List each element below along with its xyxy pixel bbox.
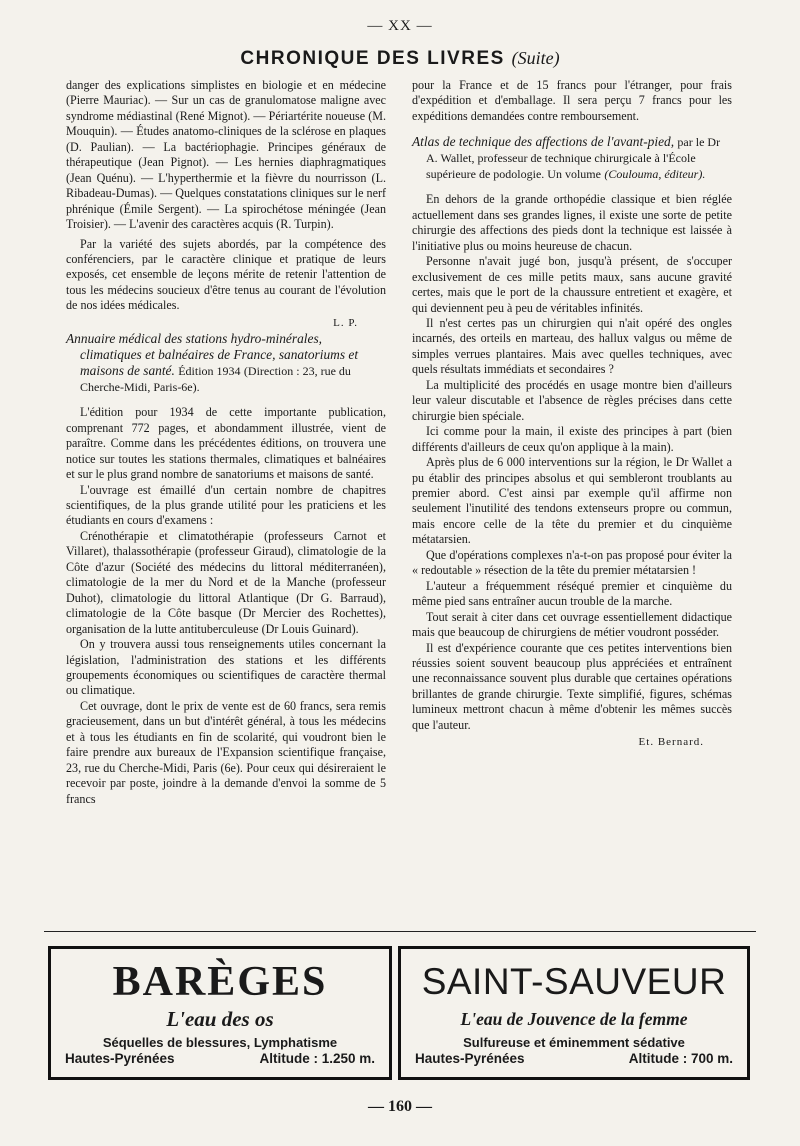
- book-title-text: Atlas de technique des affections de l'avant-pied,: [412, 134, 675, 150]
- section-title-suite: (Suite): [511, 48, 560, 68]
- section-title-text: CHRONIQUE DES LIVRES: [240, 48, 505, 69]
- ad-altitude: Altitude : 700 m.: [628, 1051, 733, 1066]
- page-roman-number: — XX —: [367, 18, 433, 34]
- paragraph: Il n'est certes pas un chirurgien qui n'ait opéré des ongles incarnés, des orteils en marteau, des hallux valgus ou même de simples verrues plantaires. Mais avec quelles techniques, avec quels résultats immédiats et secondaires ?: [412, 315, 732, 377]
- paragraph: Tout serait à citer dans cet ouvrage essentiellement didactique mais que beaucoup de chirurgiens de métier voudront posséder.: [412, 609, 732, 640]
- book-edition: Édition 1934: [178, 364, 241, 379]
- paragraph: Crénothérapie et climatothérapie (professeurs Carnot et Villaret), thalassothérapie (professeur Giraud), climatologie de la Côte d'azur (Société des médecins du littoral méditerranéen), climatologie de la mer du Nord et de la Manche (professeur Duhot), climatologie du littoral Atlantique (Dr G. Barraud), climatologie de la Côte basque (Dr Mercier des Rochettes), organisation de la lutte antituberculeuse (Dr Louis Guinard).: [66, 528, 386, 636]
- ad-name: SAINT-SAUVEUR: [421, 961, 727, 1002]
- paragraph: Personne n'avait jugé bon, jusqu'à présent, de s'occuper exclusivement de ces mille petits maux, sans aucune gravité certes, mais que le port de la chaussure entretient et exagère, et qui deviennent peu à peu de véritables infinités.: [412, 254, 732, 315]
- section-title: [0, 48, 800, 70]
- ad-region: Hautes-Pyrénées: [65, 1051, 175, 1066]
- paragraph: Cet ouvrage, dont le prix de vente est de 60 francs, sera remis gracieusement, dans un but d'intérêt général, à tous les médecins et à tous les étudiants en fin de scolarité, qui voudront bien le faire prendre aux bureaux de l'Expansion scientifique française, 23, rue du Cherche-Midi, Paris (6e). Pour ceux qui désireraient le recevoir par poste, joindre à la demande d'envoi la somme de 5 francs: [66, 698, 386, 806]
- ad-slogan: L'eau des os: [166, 1007, 274, 1031]
- ad-name: BARÈGES: [112, 959, 328, 1005]
- paragraph: L'auteur a fréquemment réséqué premier et cinquième du même pied sans entraîner aucun trouble de la marche.: [412, 578, 732, 609]
- paragraph: On y trouvera aussi tous renseignements utiles concernant la législation, l'administration des stations et les différents groupements économiques ou scientifiques de caractère thermal ou climatique.: [66, 637, 386, 698]
- ad-description: Sulfureuse et éminemment sédative: [463, 1035, 685, 1050]
- ad-region: Hautes-Pyrénées: [415, 1051, 525, 1066]
- horizontal-rule: [44, 931, 756, 932]
- paragraph: Après plus de 6 000 interventions sur la région, le Dr Wallet a pu établir des principes absolus et qui sembleront troublants au premier abord. C'est ainsi par exemple qu'il affirme non seulement l'inutilité des tendons extenseurs propre ou commun, mais encore celle de la tête du premier et du cinquième métatarsien.: [412, 455, 732, 547]
- left-column: [66, 78, 386, 807]
- ad-altitude: Altitude : 1.250 m.: [259, 1051, 375, 1066]
- book-title-annuaire: [66, 331, 386, 395]
- paragraph: Il est d'expérience courante que ces petites interventions bien réussies soient souvent beaucoup plus appréciées et entraînent une reconnaissance souvent plus durable que certaines opérations brillantes de grande chirurgie. Texte simplifié, figures, schémas lumineux mettront chacun à même d'obtenir les mêmes succès que l'auteur.: [412, 640, 732, 732]
- book-publisher: (Coulouma, éditeur).: [604, 167, 706, 182]
- book-title-text: Annuaire médical des stations hydro-minérales, climatiques et balnéaires de France, sanatoriums et maisons de santé.: [66, 331, 359, 379]
- paragraph: L'édition pour 1934 de cette importante publication, comprenant 772 pages, et abondamment illustrée, vient de paraître. Comme dans les précédentes éditions, on trouvera une notice sur toutes les stations thermales, climatiques et balnéaires et sur le plus grand nombre de sanatoriums et maisons de santé.: [66, 405, 386, 482]
- paragraph: Que d'opérations complexes n'a-t-on pas proposé pour éviter la « redoutable » résection de la tête du premier métatarsien !: [412, 547, 732, 578]
- ad-footer: [415, 1051, 733, 1066]
- ad-slogan: L'eau de Jouvence de la femme: [460, 1009, 688, 1029]
- paragraph: Par la variété des sujets abordés, par la compétence des conférenciers, par le caractère clinique et pratique de leurs exposés, cet ensemble de leçons mérite de retenir l'attention de tous les médecins soucieux d'être tenus au courant de l'évolution de nos idées médicales.: [66, 236, 386, 313]
- paragraph: En dehors de la grande orthopédie classique et bien réglée actuellement dans ses grandes lignes, il existe une sorte de petite chirurgie des affections des pieds dont la technique est laissée à l'initiative plus ou moins heureuse de chacun.: [412, 192, 732, 253]
- signature: L. P.: [333, 316, 358, 329]
- advertisement-saint-sauveur: [398, 946, 750, 1080]
- advertisement-bareges: [48, 946, 392, 1080]
- right-column: [412, 78, 732, 751]
- book-publisher: (Direction : 23, rue du Cherche-Midi, Paris-6e).: [80, 364, 351, 395]
- book-title-atlas: [412, 134, 732, 182]
- paragraph: pour la France et de 15 francs pour l'étranger, pour frais d'expédition et d'emballage. Il sera perçu 7 francs pour les expéditions demandées contre remboursement.: [412, 78, 732, 123]
- paragraph: La multiplicité des procédés en usage montre bien d'ailleurs leur valeur discutable et l'absence de règles précises dans cette chirurgie bien spéciale.: [412, 377, 732, 423]
- paragraph: L'ouvrage est émaillé d'un certain nombre de chapitres scientifiques, de la plus grande utilité pour les praticiens et les étudiants en cours d'examens :: [66, 482, 386, 528]
- ad-footer: [65, 1051, 375, 1066]
- book-author: par le Dr A. Wallet, professeur de technique chirurgicale à l'École supérieure de podologie. Un volume: [426, 135, 721, 182]
- page-number: — 160 —: [368, 1098, 432, 1115]
- ad-description: Séquelles de blessures, Lymphatisme: [102, 1035, 338, 1050]
- paragraph: danger des explications simplistes en biologie et en médecine (Pierre Mauriac). — Sur un cas de granulomatose maligne avec syndrome médiastinal (René Mignot). — Périartérite noueuse (M. Mouquin). — Études anatomo-cliniques de la sclérose en plaques (D. Paulian). — La bactériophagie. Principes généraux de thérapeutique (Jean Pignot). — Les hernies diaphragmatiques (Jean Quénu). — L'hyperthermie et la fièvre du nourrisson (L. Ribadeau-Dumas). — Quelques constatations cliniques sur le nerf phrénique (Émile Sergent). — La spirochétose méningée (Jean Troisier). — L'avenir des caractères acquis (R. Turpin).: [66, 78, 386, 232]
- paragraph: Ici comme pour la main, il existe des principes à part (bien différents d'ailleurs de ceux qu'on applique à la main).: [412, 424, 732, 454]
- signature: Et. Bernard.: [638, 736, 704, 749]
